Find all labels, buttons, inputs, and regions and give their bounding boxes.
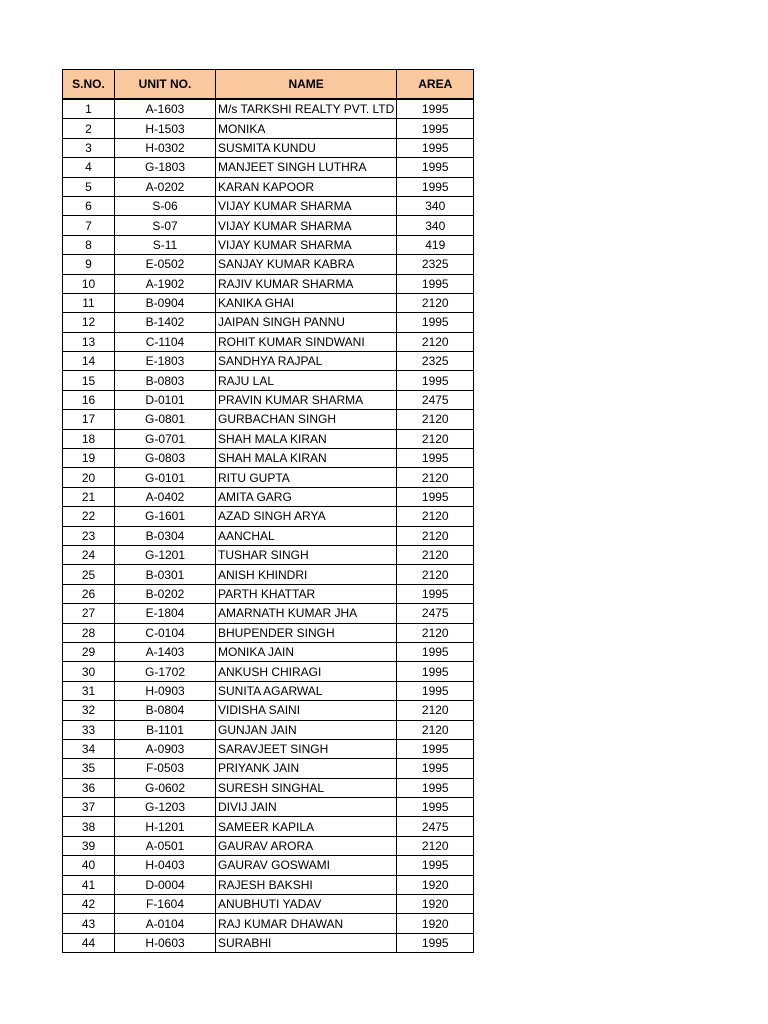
header-sno: S.NO. xyxy=(63,70,115,100)
table-row xyxy=(63,545,474,564)
cell-unit-no: E-1803 xyxy=(115,352,216,371)
cell-sno: 40 xyxy=(63,856,115,875)
cell-unit-no: G-0801 xyxy=(115,410,216,429)
table-row xyxy=(63,119,474,138)
table-row xyxy=(63,235,474,254)
cell-sno: 33 xyxy=(63,720,115,739)
cell-unit-no: C-1104 xyxy=(115,332,216,351)
spreadsheet-page xyxy=(62,69,474,953)
cell-area: 2120 xyxy=(397,468,474,487)
cell-sno: 18 xyxy=(63,429,115,448)
table-row xyxy=(63,507,474,526)
cell-sno: 9 xyxy=(63,255,115,274)
cell-area: 1995 xyxy=(397,313,474,332)
table-body xyxy=(63,99,474,953)
cell-area: 1995 xyxy=(397,681,474,700)
cell-sno: 30 xyxy=(63,662,115,681)
cell-area: 1995 xyxy=(397,138,474,157)
cell-sno: 41 xyxy=(63,875,115,894)
header-row xyxy=(63,70,474,100)
cell-name: VIJAY KUMAR SHARMA xyxy=(216,216,397,235)
cell-unit-no: A-1603 xyxy=(115,99,216,119)
table-row xyxy=(63,798,474,817)
cell-sno: 19 xyxy=(63,449,115,468)
cell-area: 2120 xyxy=(397,623,474,642)
cell-sno: 21 xyxy=(63,487,115,506)
cell-area: 2475 xyxy=(397,604,474,623)
cell-name: RAJ KUMAR DHAWAN xyxy=(216,914,397,933)
cell-name: VIDISHA SAINI xyxy=(216,701,397,720)
cell-name: M/s TARKSHI REALTY PVT. LTD xyxy=(216,99,397,119)
table-row xyxy=(63,196,474,215)
table-row xyxy=(63,410,474,429)
cell-sno: 11 xyxy=(63,293,115,312)
cell-sno: 24 xyxy=(63,545,115,564)
cell-sno: 10 xyxy=(63,274,115,293)
cell-unit-no: G-1203 xyxy=(115,798,216,817)
cell-area: 2120 xyxy=(397,836,474,855)
cell-sno: 4 xyxy=(63,158,115,177)
table-header xyxy=(63,70,474,100)
cell-area: 1995 xyxy=(397,642,474,661)
cell-unit-no: B-1101 xyxy=(115,720,216,739)
cell-name: ANKUSH CHIRAGI xyxy=(216,662,397,681)
table-row xyxy=(63,584,474,603)
cell-unit-no: B-0304 xyxy=(115,526,216,545)
cell-sno: 3 xyxy=(63,138,115,157)
cell-unit-no: D-0101 xyxy=(115,390,216,409)
cell-area: 1995 xyxy=(397,119,474,138)
cell-unit-no: H-1503 xyxy=(115,119,216,138)
table-row xyxy=(63,817,474,836)
cell-area: 1995 xyxy=(397,739,474,758)
cell-area: 340 xyxy=(397,196,474,215)
cell-name: AANCHAL xyxy=(216,526,397,545)
cell-sno: 23 xyxy=(63,526,115,545)
cell-area: 2475 xyxy=(397,390,474,409)
cell-name: SURESH SINGHAL xyxy=(216,778,397,797)
cell-name: AMITA GARG xyxy=(216,487,397,506)
cell-unit-no: F-1604 xyxy=(115,895,216,914)
cell-name: BHUPENDER SINGH xyxy=(216,623,397,642)
cell-name: JAIPAN SINGH PANNU xyxy=(216,313,397,332)
cell-area: 2120 xyxy=(397,526,474,545)
cell-name: ANUBHUTI YADAV xyxy=(216,895,397,914)
table-row xyxy=(63,739,474,758)
cell-unit-no: B-0301 xyxy=(115,565,216,584)
table-row xyxy=(63,216,474,235)
cell-sno: 7 xyxy=(63,216,115,235)
cell-unit-no: A-0202 xyxy=(115,177,216,196)
cell-name: RITU GUPTA xyxy=(216,468,397,487)
cell-name: MONIKA JAIN xyxy=(216,642,397,661)
cell-sno: 32 xyxy=(63,701,115,720)
cell-name: SARAVJEET SINGH xyxy=(216,739,397,758)
cell-unit-no: A-0402 xyxy=(115,487,216,506)
cell-sno: 38 xyxy=(63,817,115,836)
cell-unit-no: H-0903 xyxy=(115,681,216,700)
cell-unit-no: B-0904 xyxy=(115,293,216,312)
cell-sno: 34 xyxy=(63,739,115,758)
cell-unit-no: G-1702 xyxy=(115,662,216,681)
table-row xyxy=(63,449,474,468)
cell-name: AMARNATH KUMAR JHA xyxy=(216,604,397,623)
table-row xyxy=(63,293,474,312)
cell-sno: 42 xyxy=(63,895,115,914)
cell-name: TUSHAR SINGH xyxy=(216,545,397,564)
cell-unit-no: S-06 xyxy=(115,196,216,215)
cell-area: 2120 xyxy=(397,720,474,739)
cell-unit-no: H-1201 xyxy=(115,817,216,836)
cell-sno: 14 xyxy=(63,352,115,371)
table-row xyxy=(63,914,474,933)
cell-area: 1995 xyxy=(397,798,474,817)
cell-sno: 37 xyxy=(63,798,115,817)
cell-area: 2475 xyxy=(397,817,474,836)
cell-unit-no: E-0502 xyxy=(115,255,216,274)
cell-name: AZAD SINGH ARYA xyxy=(216,507,397,526)
cell-unit-no: G-1601 xyxy=(115,507,216,526)
cell-area: 1995 xyxy=(397,933,474,952)
cell-unit-no: A-0501 xyxy=(115,836,216,855)
table-row xyxy=(63,390,474,409)
table-row xyxy=(63,332,474,351)
cell-name: SANDHYA RAJPAL xyxy=(216,352,397,371)
table-row xyxy=(63,662,474,681)
cell-name: PRIYANK JAIN xyxy=(216,759,397,778)
table-row xyxy=(63,371,474,390)
cell-area: 2120 xyxy=(397,410,474,429)
cell-unit-no: G-0803 xyxy=(115,449,216,468)
cell-area: 2120 xyxy=(397,293,474,312)
cell-sno: 31 xyxy=(63,681,115,700)
cell-area: 2120 xyxy=(397,429,474,448)
table-row xyxy=(63,468,474,487)
cell-area: 1995 xyxy=(397,177,474,196)
cell-name: SHAH MALA KIRAN xyxy=(216,429,397,448)
cell-sno: 39 xyxy=(63,836,115,855)
cell-name: VIJAY KUMAR SHARMA xyxy=(216,196,397,215)
table-row xyxy=(63,778,474,797)
table-row xyxy=(63,352,474,371)
cell-area: 1995 xyxy=(397,487,474,506)
cell-area: 2325 xyxy=(397,352,474,371)
table-row xyxy=(63,526,474,545)
table-row xyxy=(63,604,474,623)
cell-name: GURBACHAN SINGH xyxy=(216,410,397,429)
cell-unit-no: H-0302 xyxy=(115,138,216,157)
cell-sno: 22 xyxy=(63,507,115,526)
cell-sno: 13 xyxy=(63,332,115,351)
cell-unit-no: A-1902 xyxy=(115,274,216,293)
cell-unit-no: B-0803 xyxy=(115,371,216,390)
unit-allotment-table xyxy=(62,69,474,953)
cell-name: PRAVIN KUMAR SHARMA xyxy=(216,390,397,409)
table-row xyxy=(63,623,474,642)
table-row xyxy=(63,99,474,119)
cell-name: KARAN KAPOOR xyxy=(216,177,397,196)
cell-sno: 35 xyxy=(63,759,115,778)
cell-name: SUSMITA KUNDU xyxy=(216,138,397,157)
cell-name: ANISH KHINDRI xyxy=(216,565,397,584)
table-row xyxy=(63,138,474,157)
table-row xyxy=(63,681,474,700)
cell-sno: 17 xyxy=(63,410,115,429)
cell-name: KANIKA GHAI xyxy=(216,293,397,312)
cell-area: 2325 xyxy=(397,255,474,274)
cell-unit-no: H-0603 xyxy=(115,933,216,952)
table-row xyxy=(63,429,474,448)
table-row xyxy=(63,487,474,506)
cell-name: ROHIT KUMAR SINDWANI xyxy=(216,332,397,351)
cell-unit-no: G-0101 xyxy=(115,468,216,487)
cell-sno: 12 xyxy=(63,313,115,332)
cell-name: SUNITA AGARWAL xyxy=(216,681,397,700)
cell-area: 1995 xyxy=(397,99,474,119)
cell-sno: 25 xyxy=(63,565,115,584)
cell-sno: 16 xyxy=(63,390,115,409)
cell-area: 1995 xyxy=(397,856,474,875)
cell-sno: 43 xyxy=(63,914,115,933)
cell-area: 1995 xyxy=(397,584,474,603)
cell-area: 1995 xyxy=(397,662,474,681)
cell-area: 1920 xyxy=(397,914,474,933)
table-row xyxy=(63,255,474,274)
cell-name: RAJU LAL xyxy=(216,371,397,390)
table-row xyxy=(63,933,474,952)
table-row xyxy=(63,313,474,332)
cell-area: 1995 xyxy=(397,371,474,390)
cell-unit-no: C-0104 xyxy=(115,623,216,642)
table-row xyxy=(63,759,474,778)
cell-unit-no: S-07 xyxy=(115,216,216,235)
header-area: AREA xyxy=(397,70,474,100)
cell-name: SURABHI xyxy=(216,933,397,952)
cell-area: 340 xyxy=(397,216,474,235)
cell-name: DIVIJ JAIN xyxy=(216,798,397,817)
cell-unit-no: D-0004 xyxy=(115,875,216,894)
cell-sno: 15 xyxy=(63,371,115,390)
table-row xyxy=(63,158,474,177)
cell-unit-no: B-1402 xyxy=(115,313,216,332)
cell-name: SAMEER KAPILA xyxy=(216,817,397,836)
cell-name: SHAH MALA KIRAN xyxy=(216,449,397,468)
cell-name: RAJIV KUMAR SHARMA xyxy=(216,274,397,293)
table-row xyxy=(63,720,474,739)
table-row xyxy=(63,177,474,196)
cell-sno: 44 xyxy=(63,933,115,952)
cell-sno: 1 xyxy=(63,99,115,119)
cell-area: 1995 xyxy=(397,759,474,778)
cell-sno: 29 xyxy=(63,642,115,661)
table-row xyxy=(63,856,474,875)
cell-name: GAURAV GOSWAMI xyxy=(216,856,397,875)
cell-area: 1920 xyxy=(397,895,474,914)
cell-area: 2120 xyxy=(397,332,474,351)
cell-name: VIJAY KUMAR SHARMA xyxy=(216,235,397,254)
table-row xyxy=(63,565,474,584)
cell-area: 1995 xyxy=(397,274,474,293)
cell-sno: 5 xyxy=(63,177,115,196)
cell-unit-no: A-1403 xyxy=(115,642,216,661)
header-name: NAME xyxy=(216,70,397,100)
cell-unit-no: A-0104 xyxy=(115,914,216,933)
cell-area: 2120 xyxy=(397,701,474,720)
cell-unit-no: G-0701 xyxy=(115,429,216,448)
table-row xyxy=(63,895,474,914)
cell-name: RAJESH BAKSHI xyxy=(216,875,397,894)
cell-name: PARTH KHATTAR xyxy=(216,584,397,603)
cell-name: GAURAV ARORA xyxy=(216,836,397,855)
cell-sno: 28 xyxy=(63,623,115,642)
cell-area: 1995 xyxy=(397,158,474,177)
cell-sno: 8 xyxy=(63,235,115,254)
cell-area: 2120 xyxy=(397,545,474,564)
cell-name: GUNJAN JAIN xyxy=(216,720,397,739)
cell-unit-no: B-0804 xyxy=(115,701,216,720)
cell-unit-no: G-1803 xyxy=(115,158,216,177)
cell-unit-no: S-11 xyxy=(115,235,216,254)
cell-name: SANJAY KUMAR KABRA xyxy=(216,255,397,274)
cell-sno: 20 xyxy=(63,468,115,487)
cell-sno: 36 xyxy=(63,778,115,797)
cell-area: 419 xyxy=(397,235,474,254)
cell-sno: 26 xyxy=(63,584,115,603)
cell-sno: 2 xyxy=(63,119,115,138)
table-row xyxy=(63,642,474,661)
cell-unit-no: B-0202 xyxy=(115,584,216,603)
header-unit-no: UNIT NO. xyxy=(115,70,216,100)
cell-area: 1995 xyxy=(397,778,474,797)
cell-area: 2120 xyxy=(397,565,474,584)
cell-area: 1995 xyxy=(397,449,474,468)
cell-sno: 27 xyxy=(63,604,115,623)
cell-unit-no: A-0903 xyxy=(115,739,216,758)
table-row xyxy=(63,836,474,855)
cell-name: MONIKA xyxy=(216,119,397,138)
cell-name: MANJEET SINGH LUTHRA xyxy=(216,158,397,177)
cell-sno: 6 xyxy=(63,196,115,215)
cell-area: 1920 xyxy=(397,875,474,894)
table-row xyxy=(63,274,474,293)
cell-unit-no: F-0503 xyxy=(115,759,216,778)
cell-unit-no: E-1804 xyxy=(115,604,216,623)
cell-unit-no: G-1201 xyxy=(115,545,216,564)
cell-unit-no: G-0602 xyxy=(115,778,216,797)
cell-area: 2120 xyxy=(397,507,474,526)
table-row xyxy=(63,875,474,894)
cell-unit-no: H-0403 xyxy=(115,856,216,875)
table-row xyxy=(63,701,474,720)
